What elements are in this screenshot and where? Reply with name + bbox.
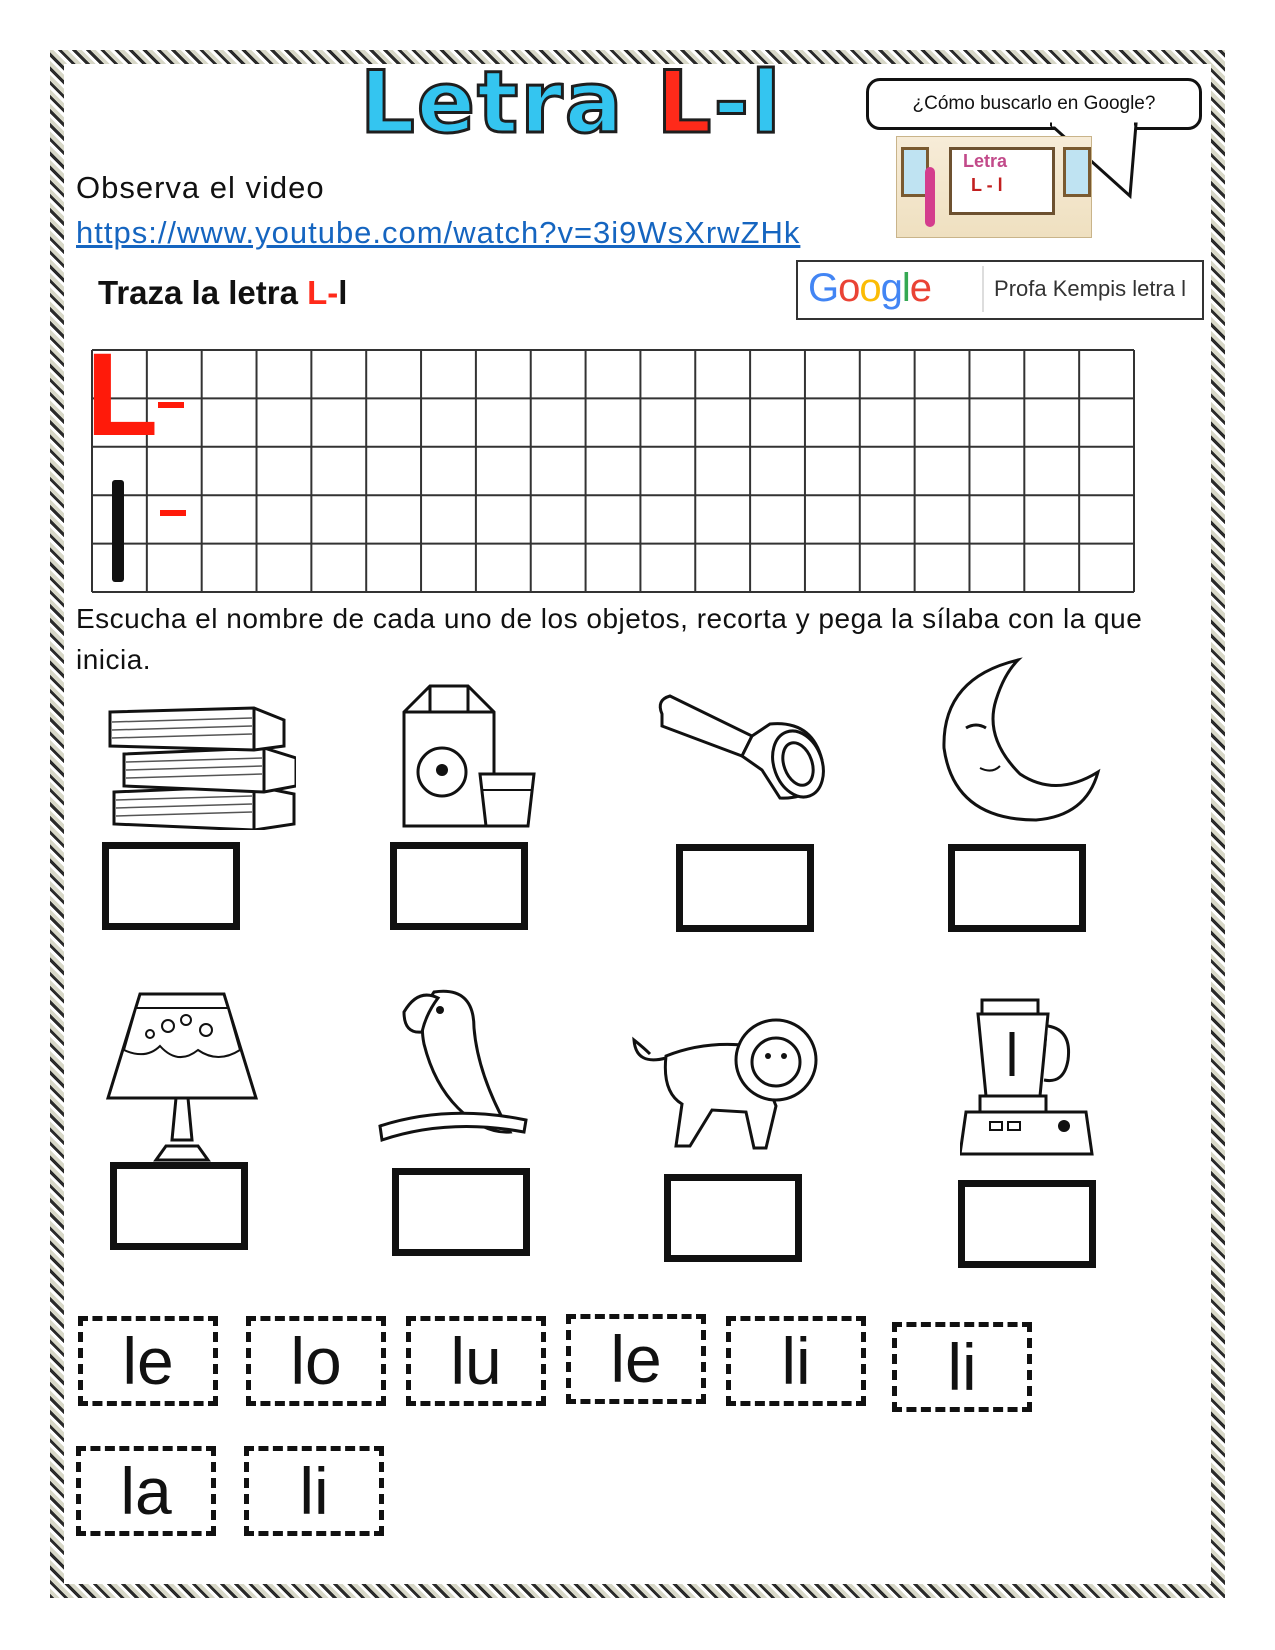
window-icon [1063,147,1091,197]
title-separator: - [713,53,752,153]
milk-carton-icon [396,682,540,830]
answer-box[interactable] [664,1174,802,1262]
trace-dash: - [327,274,339,311]
answer-box[interactable] [390,842,528,930]
google-search-box [796,260,1204,320]
syllable-card[interactable]: le [566,1314,706,1404]
moon-icon [936,656,1102,824]
video-link[interactable]: https://www.youtube.com/watch?v=3i9WsXrwZHk [76,215,801,250]
title-prefix: Letra [360,53,657,153]
google-logo: Google [808,266,932,310]
lamp-icon [106,990,258,1162]
trace-dash-upper [158,402,184,408]
syllable-card[interactable]: le [78,1316,218,1406]
video-thumbnail[interactable] [896,136,1092,238]
trace-model-lower-l [112,480,124,582]
page-title [360,53,783,153]
trace-lower: l [338,274,348,311]
trace-heading [98,274,347,312]
trace-prefix: Traza la letra [98,274,308,311]
instruction-text: Escucha el nombre de cada uno de los objetos, recorta y pega la sílaba con la que inicia. [76,603,1143,675]
video-prompt: Observa el video [76,170,325,205]
syllable-card[interactable]: li [726,1316,866,1406]
blender-icon [960,996,1094,1160]
answer-box[interactable] [958,1180,1096,1268]
thumbnail-line2: L - l [971,175,1003,195]
syllable-card[interactable]: lo [246,1316,386,1406]
title-letter-upper: L [656,53,714,153]
trace-dash-lower [160,510,186,516]
teacher-figure-icon [925,167,935,227]
answer-box[interactable] [676,844,814,932]
answer-box[interactable] [392,1168,530,1256]
trace-upper: L [307,274,328,311]
books-icon [104,694,296,830]
speech-bubble [866,78,1202,130]
answer-box[interactable] [102,842,240,930]
tracing-grid[interactable] [90,348,1136,594]
syllable-card[interactable]: li [244,1446,384,1536]
syllable-card[interactable]: li [892,1322,1032,1412]
parrot-icon [378,984,528,1160]
syllable-card[interactable]: lu [406,1316,546,1406]
google-query-text: Profa Kempis letra l [982,266,1196,312]
lion-icon [626,996,818,1162]
speech-bubble-text: ¿Cómo buscarlo en Google? [912,93,1156,114]
answer-box[interactable] [948,844,1086,932]
flashlight-icon [652,690,830,806]
answer-box[interactable] [110,1162,248,1250]
syllable-card[interactable]: la [76,1446,216,1536]
thumbnail-line1: Letra [963,151,1008,171]
trace-model-upper-l: L [86,329,159,461]
title-letter-lower: l [751,53,783,153]
